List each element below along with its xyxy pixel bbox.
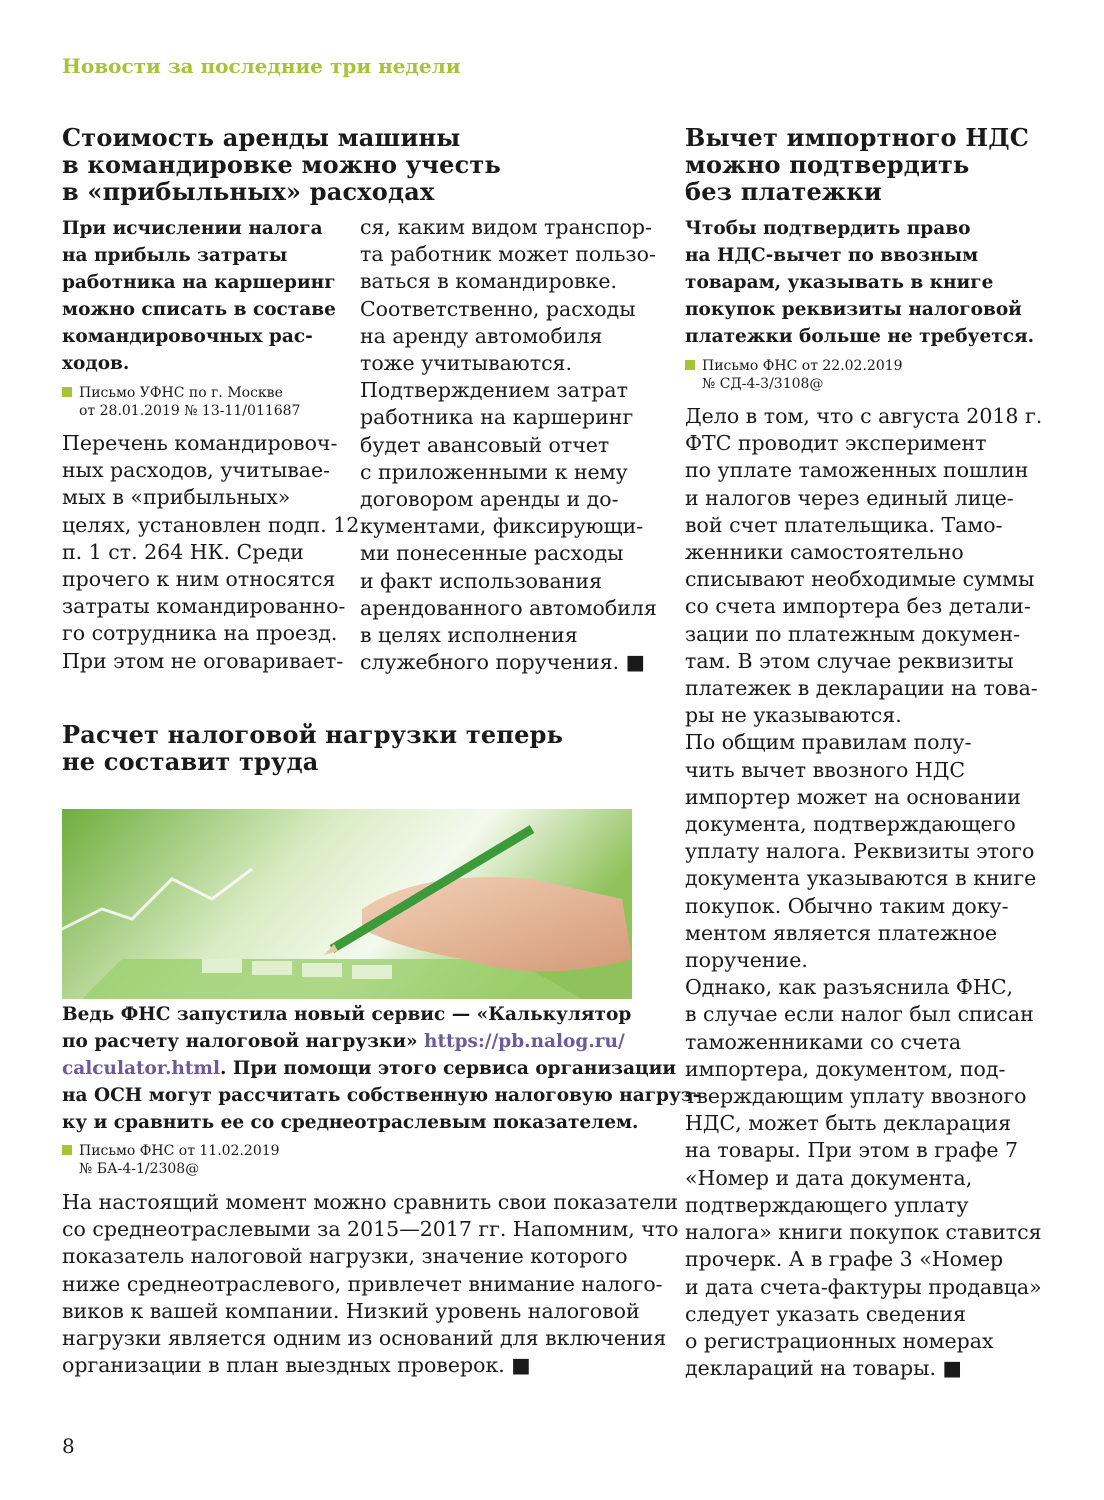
- article-lead-car-rental: При исчислении налога на прибыль затраты работника на каршеринг можно списать в составе командировочных рас- ходов.: [62, 218, 336, 374]
- bullet-square-icon: [685, 360, 695, 370]
- source-text: Письмо ФНС от 11.02.2019 № БА-4-1/2308@: [79, 1143, 280, 1177]
- bullet-square-icon: [62, 1145, 72, 1155]
- calculator-link[interactable]: https://pb.nalog.ru/ calculator.html: [62, 1031, 625, 1079]
- article-title-car-rental: Стоимость аренды машины в командировке можно учесть в «прибыльных» расходах: [62, 123, 501, 206]
- source-note: [685, 357, 903, 393]
- source-text: Письмо УФНС по г. Москве от 28.01.2019 № 13-11/011687: [79, 385, 301, 419]
- article-body-col2: ся, каким видом транспор- та работник может пользо- ваться в командировке. Соответственно, расходы на аренду автомобиля тоже учитываются. Подтверждением затрат работника на каршеринг будет авансовый отчет с приложенными к нему договором аренды и до- кументами, фиксирующи- ми понесенные расходы и факт использования арендованного автомобиля в целях исполнения служебного поручения. ■: [360, 215, 657, 675]
- article-lead-import-vat: Чтобы подтвердить право на НДС-вычет по ввозным товарам, указывать в книге покупок реквизиты налоговой платежки больше не требуется.: [685, 218, 1035, 347]
- source-note: [62, 1142, 280, 1178]
- article-lead-tax-burden: [62, 1001, 700, 1136]
- lead-text: Ведь ФНС запустила новый сервис — «Калькулятор по расчету налоговой нагрузки»: [62, 1004, 632, 1052]
- lead-text-continued: . При помощи этого сервиса организации на ОСН могут рассчитать собственную налоговую нагруз- ку и сравнить ее со среднеотраслевым показателем.: [62, 1058, 701, 1133]
- article-body-col1: Перечень командировоч- ных расходов, учитывае- мых в «прибыльных» целях, установлен подп. 12 п. 1 ст. 264 НК. Среди прочего к ним относятся затраты командированно- го сотрудника на проезд. При этом не оговаривает-: [62, 431, 360, 673]
- source-note: [62, 384, 300, 420]
- article-title-import-vat: Вычет импортного НДС можно подтвердить без платежки: [685, 123, 1030, 206]
- section-title: Новости за последние три недели: [62, 54, 461, 78]
- article-body-tax-burden: На настоящий момент можно сравнить свои показатели со среднеотраслевыми за 2015—2017 гг. Напомним, что показатель налоговой нагрузки, значение которого ниже среднеотраслевого, привлечет внимание налого- виков к вашей компании. Низкий уровень налоговой нагрузки является одним из оснований для включения организации в план выездных проверок. ■: [62, 1190, 679, 1378]
- article-body-import-vat: Дело в том, что с августа 2018 г. ФТС проводит эксперимент по уплате таможенных пошлин и налогов через единый лице- вой счет плательщика. Тамо- женники самостоятельно списывают необходимые суммы со счета импортера без детали- зации по платежным докумен- там. В этом случае реквизиты платежек в декларации на това- ры не указываются. По общим правилам полу- чить вычет ввозного НДС импортер может на основании документа, подтверждающего уплату налога. Реквизиты этого документа указываются в книге покупок. Обычно таким доку- ментом является платежное поручение. Однако, как разъяснила ФНС, в случае если налог был списан таможенниками со счета импортера, документом, под- тверждающим уплату ввозного НДС, может быть декларация на товары. При этом в графе 7 «Номер и дата документа, подтверждающего уплату налога» книги покупок ставится прочерк. А в графе 3 «Номер и дата счета-фактуры продавца» следует указать сведения о регистрационных номерах деклараций на товары. ■: [685, 404, 1043, 1381]
- source-text: Письмо ФНС от 22.02.2019 № СД-4-3/3108@: [702, 358, 903, 392]
- bullet-square-icon: [62, 387, 72, 397]
- page-number: 8: [62, 1434, 75, 1458]
- article-title-tax-burden: Расчет налоговой нагрузки теперь не составит труда: [62, 720, 564, 776]
- calculator-hand-image: [62, 790, 632, 980]
